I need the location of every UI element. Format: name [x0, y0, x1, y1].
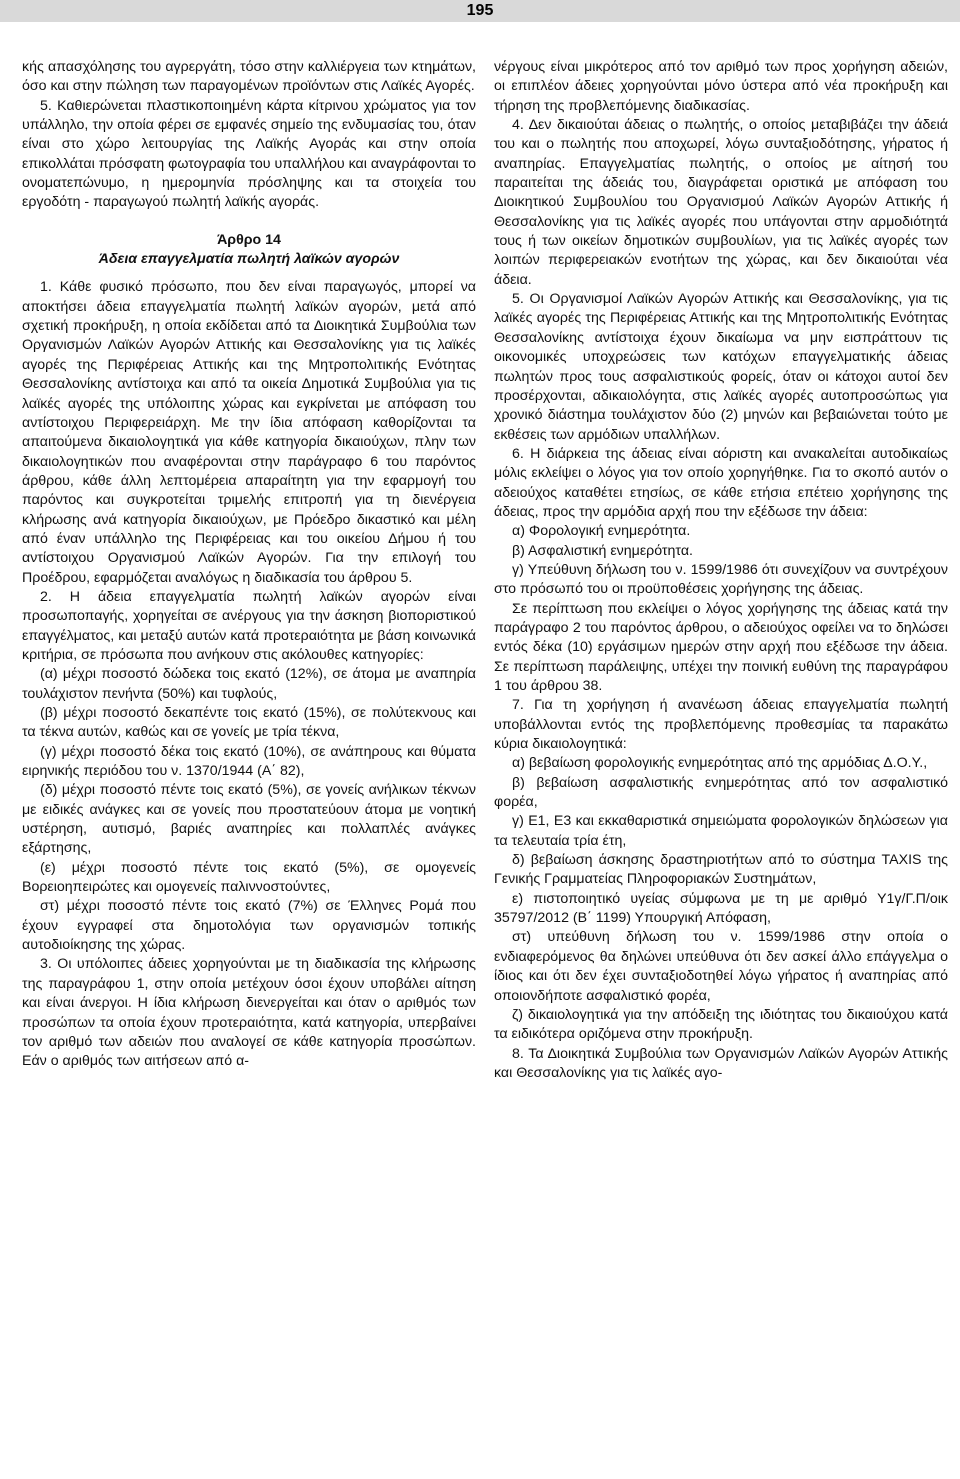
list-item: (γ) μέχρι ποσοστό δέκα τοις εκατό (10%), σε ανάπηρους και θύματα ειρηνικής περιόδου του ν. 1370/1944 (Α΄ 82), — [22, 743, 476, 780]
paragraph: 4. Δεν δικαιούται άδειας ο πωλητής, ο οποίος μεταβιβάζει την άδειά του και ο πωλητής που αποχωρεί, λόγω συνταξιοδότησης, γήρατος ή αναπηρίας. Επαγγελματίας πωλητής, ο οποίος με αίτησή του παραιτείται της άδειάς του, διαγράφεται οριστικά με απόφαση του Διοικητικού Συμβουλίου του Οργανισμού Λαϊκών Αγορών Αττικής ή Θεσσαλονίκης για τις λαϊκές αγορές που υπάγονται στην αρμοδιότητά τους ή των οικείων δημοτικών συμβουλίων, για τις λαϊκές αγορές των λοιπών περιφερειακών ενοτήτων της χώρας, και δεν δικαιούται νέα άδεια. — [494, 117, 948, 288]
list-item: ε) πιστοποιητικό υγείας σύμφωνα με τη με αριθμό Υ1γ/Γ.Π/οικ 35797/2012 (Β΄ 1199) Υπουργική Απόφαση, — [494, 890, 948, 927]
article-title: Άρθρο 14 — [217, 231, 281, 248]
paragraph: Σε περίπτωση που εκλείψει ο λόγος χορήγησης της άδειας κατά την παράγραφο 2 του παρόντος άρθρου, ο αδειούχος οφείλει να το δηλώσει εντός δέκα (10) εργάσιμων ημερών στην αρχή που εξέδωσε την άδεια. Σε περίπτωση παράλειψης, υπέχει την ποινική ευθύνη της παραγράφου 1 του άρθρου 38. — [494, 600, 948, 694]
page-number: 195 — [466, 2, 494, 19]
list-item: β) Ασφαλιστική ενημερότητα. — [512, 542, 693, 559]
paragraph: νέργους είναι μικρότερος από τον αριθμό των προς χορήγηση αδειών, οι επιπλέον άδειες χορηγούνται μόνο ύστερα από νέα προκήρυξη και τήρηση της προβλεπόμενης διαδικασίας. — [494, 59, 948, 114]
list-item: (ε) μέχρι ποσοστό πέντε τοις εκατό (5%), σε ομογενείς Βορειοηπειρώτες και ομογενείς παλιννοστούντες, — [22, 859, 476, 896]
paragraph: 2. Η άδεια επαγγελματία πωλητή λαϊκών αγορών είναι προσωποπαγής, χορηγείται σε ανέργους για την άσκηση βιοποριστικού επαγγέλματος, και μεταξύ αυτών κατά προτεραιότητα με βάση κοινωνικά κριτήρια, σε πρόσωπα που ανήκουν στις ακόλουθες κατηγορίες: — [22, 588, 476, 663]
list-item: ζ) δικαιολογητικά για την απόδειξη της ιδιότητας του δικαιούχου κατά τα ειδικότερα οριζόμενα στην προκήρυξη. — [494, 1006, 948, 1043]
paragraph: 8. Τα Διοικητικά Συμβούλια των Οργανισμών Λαϊκών Αγορών Αττικής και Θεσσαλονίκης για τις λαϊκές αγο- — [494, 1045, 948, 1081]
paragraph: 7. Για τη χορήγηση ή ανανέωση άδειας επαγγελματία πωλητή υποβάλλονται εντός της προβλεπόμενης προθεσμίας τα παρακάτω κύρια δικαιολογητικά: — [494, 697, 948, 753]
paragraph: 6. Η διάρκεια της άδειας είναι αόριστη και ανακαλείται αυτοδικαίως μόλις εκλείψει ο λόγος για τον οποίο χορηγήθηκε. Για το σκοπό αυτόν ο αδειούχος καταθέτει ετησίως, σε κάθε ετήσια επέτειο χορήγησης της άδειας, προς την αρμόδια αρχή που την εξέδωσε την άδεια: — [494, 445, 948, 520]
paragraph: 5. Οι Οργανισμοί Λαϊκών Αγορών Αττικής και Θεσσαλονίκης, για τις λαϊκές αγορές της Περιφέρειας Αττικής και της Μητροπολιτικής Ενότητας Θεσσαλονίκης αντίστοιχα έχουν δικαίωμα να μην εισπράττουν τις οικονομικές υποχρεώσεις των κατόχων επαγγελματικής άδειας πωλητών προς τους ασφαλιστικούς φορείς, όταν οι κάτοχοι αυτοί δεν προσέρχονται, αδικαιολόγητα, στις λαϊκές αγορές αυτοπροσώπως για χρονικό διάστημα τουλάχιστον δύο (2) μηνών και βεβαιώνεται τούτο με εκθέσεις των αρμόδιων υπαλλήλων. — [494, 291, 948, 443]
article-subtitle: Άδεια επαγγελματία πωλητή λαϊκών αγορών — [98, 251, 400, 268]
list-item: (δ) μέχρι ποσοστό πέντε τοις εκατό (5%), σε γονείς ανήλικων τέκνων με ειδικές ανάγκες και σε γονείς που προστατεύουν άτομα με νοητική υστέρηση, αυτισμό, βαριές αναπηρίες και πολλαπλές ανάγκες εξάρτησης, — [22, 782, 476, 857]
paragraph: κής απασχόλησης του αγρεργάτη, τόσο στην καλλιέργεια των κτημάτων, όσο και στην πώληση των παραγομένων προϊόντων στις Λαϊκές Αγορές. — [22, 59, 476, 95]
right-column — [494, 58, 948, 1083]
left-column — [22, 58, 476, 1072]
list-item: γ) Ε1, Ε3 και εκκαθαριστικά σημειώματα φορολογικών δηλώσεων για τα τελευταία τρία έτη, — [494, 813, 948, 849]
paragraph: 5. Καθιερώνεται πλαστικοποιημένη κάρτα κίτρινου χρώματος για τον υπάλληλο, την οποία φέρει σε εμφανές σημείο της ενδυμασίας του, όταν είναι στο χώρο λειτουργίας της Λαϊκής Αγοράς και στην οποία επικολλάται πρόσφατη φωτογραφία του υπαλλήλου και αναγράφονται το ονοματεπώνυμο, η ημερομηνία πρόσληψης και τα στοιχεία του εργοδότη - παραγωγού πωλητή λαϊκής αγοράς. — [22, 97, 476, 211]
list-item: στ) υπεύθυνη δήλωση του ν. 1599/1986 στην οποία ο ενδιαφερόμενος θα δηλώνει υπεύθυνα ότι δεν ασκεί άλλο επάγγελμα ο ίδιος και ότι δεν έχει συνταξιοδοτηθεί λόγω γήρατος ή αναπηρίας από οποιονδήποτε ασφαλιστικό φορέα, — [494, 929, 948, 1004]
list-item: (α) μέχρι ποσοστό δώδεκα τοις εκατό (12%), σε άτομα με αναπηρία τουλάχιστον πενήντα (50%) και τυφλούς, — [22, 666, 476, 702]
list-item: (β) μέχρι ποσοστό δεκαπέντε τοις εκατό (15%), σε πολύτεκνους και τα τέκνα αυτών, καθώς και σε γονείς με τρία τέκνα, — [22, 705, 476, 741]
paragraph: 3. Οι υπόλοιπες άδειες χορηγούνται με τη διαδικασία της κλήρωσης της παραγράφου 1, στην οποία μετέχουν όσοι έχουν υποβάλει αίτηση και είναι άνεργοι. Η ίδια κλήρωση διενεργείται και όταν ο αριθμός των προσώπων τα οποία έχουν προτεραιότητα, κατά κατηγορία, υπερβαίνει τον αριθμό των αδειών που αναλογεί σε κάθε κατηγορία προσώπων. Εάν ο αριθμός των αιτήσεων από α- — [22, 956, 476, 1070]
paragraph: 1. Κάθε φυσικό πρόσωπο, που δεν είναι παραγωγός, μπορεί να αποκτήσει άδεια επαγγελματία πωλητή λαϊκών αγορών, μετά από σχετική προκήρυξη, η οποία εκδίδεται από τα Διοικητικά Συμβούλια των Οργανισμών Λαϊκών Αγορών Αττικής και Θεσσαλονίκης για τις λαϊκές αγορές της Περιφέρειας Αττικής και της Μητροπολιτικής Ενότητας Θεσσαλονίκης αντίστοιχα και από τα οικεία Δημοτικά Συμβούλια για τις λαϊκές αγορές της υπόλοιπης χώρας και εγκρίνεται με απόφαση του αντίστοιχου Περιφερειάρχη. Με την ίδια απόφαση καθορίζονται τα απαιτούμενα δικαιολογητικά για κάθε κατηγορία δικαιούχων, πλην των δικαιολογητικών που αναφέρονται στην παράγραφο 6 του παρόντος άρθρου, κάθε άλλη λεπτομέρεια απαραίτητη για την εφαρμογή του παρόντος και συγκροτείται τριμελής επιτροπή για τη διενέργεια κλήρωσης ανά κατηγορία δικαιούχων, με Πρόεδρο δικαστικό και μέλη από έναν υπάλληλο της Περιφέρειας και του οικείου Δήμου ή του αντίστοιχου Οργανισμού Λαϊκών Αγορών. Για την επιλογή του Προέδρου, εφαρμόζεται αναλόγως η διαδικασία του άρθρου 5. — [22, 279, 476, 586]
list-item: α) βεβαίωση φορολογικής ενημερότητας από της αρμόδιας Δ.Ο.Υ., — [512, 755, 928, 772]
list-item: β) βεβαίωση ασφαλιστικής ενημερότητας από τον ασφαλιστικό φορέα, — [494, 774, 948, 811]
list-item: γ) Υπεύθυνη δήλωση του ν. 1599/1986 ότι συνεχίζουν να συντρέχουν στο πρόσωπό του οι προϋποθέσεις χορήγησης της άδειας. — [494, 561, 948, 598]
list-item: δ) βεβαίωση άσκησης δραστηριοτήτων από το σύστημα TAXIS της Γενικής Γραμματείας Πληροφοριακών Συστημάτων, — [494, 852, 948, 888]
list-item: α) Φορολογική ενημερότητα. — [512, 523, 691, 540]
list-item: στ) μέχρι ποσοστό πέντε τοις εκατό (7%) σε Έλληνες Ρομά που έχουν εγγραφεί στα δημοτολόγια των οργανισμών τοπικής αυτοδιοίκησης της χώρας. — [22, 898, 476, 954]
